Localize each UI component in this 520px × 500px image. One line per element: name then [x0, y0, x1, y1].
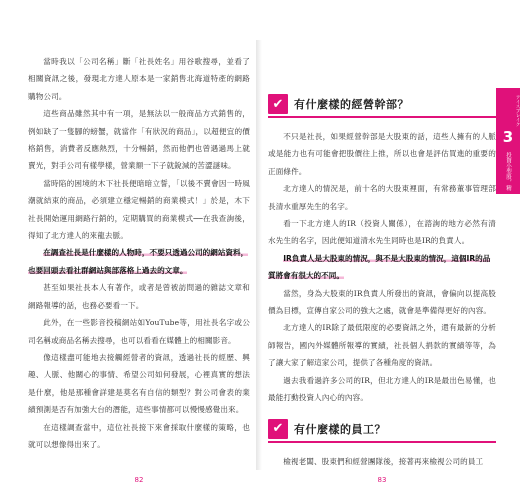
- paragraph: 此外，在一些影音投稿網站如YouTube等，用社長名字或公司名稱或商品名稱去搜尋，也可以看看在媒體上的相關影音。: [28, 318, 250, 345]
- paragraph: 像這樣盡可能地去接觸經營者的資訊，透過社長的經歷、興趣、人脈、他關心的事情、希望公司如何發展，心裡真實的想法是什麼，他是那種會詳建是莫名有自信的類型？對公司會表的業績預測是否有加強大台的潛能，這些事情都可以慢慢感覺出來。: [28, 352, 250, 415]
- section-title: 有什麼樣的員工？: [294, 422, 386, 436]
- paragraph: 這些商品雖然其中有一項，是無法以一般商品方式銷售的，例如缺了一隻腳的螃蟹，就當作「有狀況的商品」，以超便宜的價格銷售，消費者反應熱烈，十分暢銷，然而他們也曾遇過馬上就賣光，對手公司有樣學樣，營業額一下子就銳減的苦澀謎味。: [28, 109, 250, 171]
- check-icon: ✔: [268, 94, 288, 114]
- paragraph: 檢視老闆、股東們和經營團隊後，接著再來檢視公司的員工: [283, 456, 484, 466]
- section-heading: [268, 417, 496, 443]
- left-page: [28, 53, 250, 484]
- paragraph: 在這樣調查當中，這位社長接下來會採取什麼樣的策略，也就可以想像得出來了。: [28, 422, 250, 449]
- check-icon: ✔: [268, 419, 288, 439]
- book-gutter: [256, 40, 262, 470]
- chapter-tab: [496, 88, 520, 194]
- chapter-label: 投資小型股，精: [505, 151, 511, 191]
- chapter-tab-sub: アイスブレイク: [515, 95, 520, 127]
- paragraph: 看一下北方達人的IR（投資人關係），在諮詢的地方必然有清水先生的名字，因此便知道清水先生同時也是IR的負責人。: [268, 219, 496, 246]
- highlighted-text: [268, 250, 496, 285]
- highlighted-text: [28, 244, 250, 279]
- paragraph: 當時我以「公司名稱」斷「社長姓名」用谷歌搜尋，並看了相關資訊之後，發現北方達人原本是一家銷售北海道特產的網路購物公司。: [28, 57, 250, 101]
- paragraph: 當時陷的困境的木下社長便暗暗立誓，「以後不賣會因一時風潮就結束的商品，必須建立穩定暢銷的商業模式！」於是，木下社長開始運用網路行銷的，定期購買的商業模式──在我查詢後，得知了北方達人的來龍去脈。: [28, 178, 250, 241]
- highlighted-span: 在調查社長是什麼樣的人物時，不要只透過公司的網站資料，也要回頭去看社群網站與部落格上過去的文章。: [28, 248, 249, 275]
- page-number: 82: [134, 476, 144, 484]
- paragraph: 不只是社長，如果經營幹部是大股東的話，這些人擁有的人脈或是能力也有可能會把股價往上推，所以也會是評估買進的重要的正面條件。: [268, 132, 496, 176]
- paragraph: 甚至如果社長本人有著作，或者是曾被訪問過的雜誌文章和網路報導的話，也務必要看一下。: [28, 283, 250, 310]
- highlighted-span: IR負責人是大股東的情況，與不是大股東的情況，這個IR的品質將會有很大的不同。: [268, 253, 491, 281]
- section-title: 有什麼樣的經營幹部？: [294, 98, 409, 111]
- right-page: [268, 92, 496, 484]
- page-number: 83: [377, 476, 387, 484]
- section-heading: [268, 92, 496, 118]
- paragraph: 過去我看過許多公司的IR，但北方達人的IR是最出色易懂，也最能打動投資人內心的內容。: [268, 375, 496, 403]
- paragraph: 當然，身為大股東的IR負責人所發出的資訊，會偏向以提高股價為目標，宣傳自家公司的強大之處，就會是準備得更好的內容。: [268, 288, 496, 316]
- paragraph: 北方達人的情況是，前十名的大股東裡面，有常務董事管理部長清水重厚先生的名字。: [268, 184, 496, 211]
- paragraph: 北方達人的IR除了最低限度的必要資訊之外，還有最新的分析師報告，國內外媒體所報導的實績，社長個人捐款的實績等等，為了讓大家了解這家公司，提供了各種角度的資訊。: [268, 323, 496, 368]
- chapter-number: 3: [502, 128, 514, 146]
